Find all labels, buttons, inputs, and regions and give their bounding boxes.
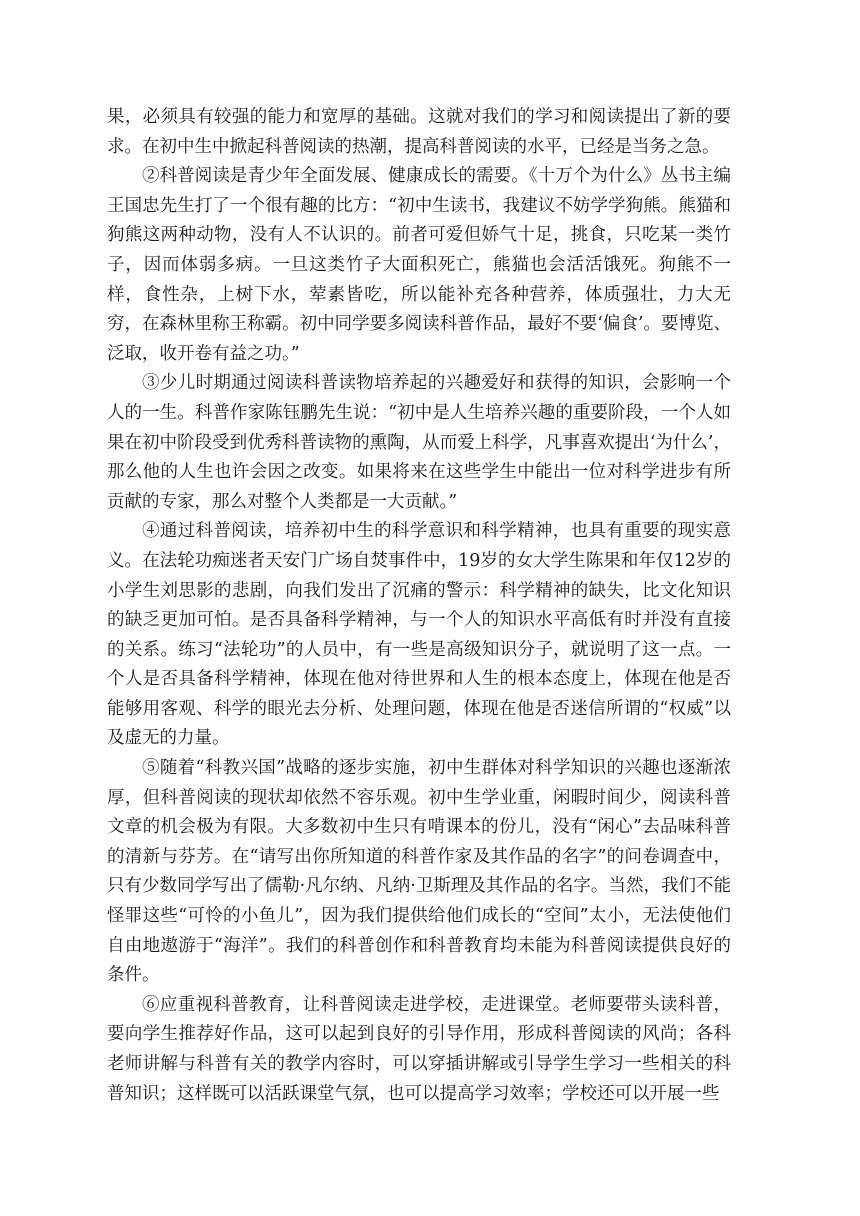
paragraph-6: ⑥应重视科普教育，让科普阅读走进学校，走进课堂。老师要带头读科普，要向学生推荐好作品，这可以起到良好的引导作用，形成科普阅读的风尚；各科老师讲解与科普有关的教学内容时，可以穿插讲解或引导学生学习一些相关的科普知识；这样既可以活跃课堂气氛，也可以提高学习效率；学校还可以开展一些 xyxy=(107,994,731,1104)
paragraph-continued: 果，必须具有较强的能力和宽厚的基础。这就对我们的学习和阅读提出了新的要求。在初中生中掀起科普阅读的热潮，提高科普阅读的水平，已经是当务之急。 xyxy=(107,107,731,157)
article-body xyxy=(107,103,731,1109)
paragraph-2: ②科普阅读是青少年全面发展、健康成长的需要。《十万个为什么》丛书主编王国忠先生打了一个很有趣的比方：“初中生读书，我建议不妨学学狗熊。熊猫和狗熊这两种动物，没有人不认识的。前者可爱但娇气十足，挑食，只吃某一类竹子，因而体弱多病。一旦这类竹子大面积死亡，熊猫也会活活饿死。狗熊不一样，食性杂，上树下水，荤素皆吃，所以能补充各种营养，体质强壮，力大无穷，在森林里称王称霸。初中同学要多阅读科普作品，最好不要‘偏食’。要博览、泛取，收开卷有益之功。” xyxy=(107,166,731,364)
paragraph-4: ④通过科普阅读，培养初中生的科学意识和科学精神，也具有重要的现实意义。在法轮功痴迷者天安门广场自焚事件中，19岁的女大学生陈果和年仅12岁的小学生刘思影的悲剧，向我们发出了沉痛的警示：科学精神的缺失，比文化知识的缺乏更加可怕。是否具备科学精神，与一个人的知识水平高低有时并没有直接的关系。练习“法轮功”的人员中，有一些是高级知识分子，就说明了这一点。一个人是否具备科学精神，体现在他对待世界和人生的根本态度上，体现在他是否能够用客观、科学的眼光去分析、处理问题，体现在他是否迷信所谓的“权威”以及虚无的力量。 xyxy=(107,521,731,749)
paragraph-3: ③少儿时期通过阅读科普读物培养起的兴趣爱好和获得的知识，会影响一个人的一生。科普作家陈钰鹏先生说：“初中是人生培养兴趣的重要阶段，一个人如果在初中阶段受到优秀科普读物的熏陶，从而爱上科学，凡事喜欢提出‘为什么’，那么他的人生也许会因之改变。如果将来在这些学生中能出一位对科学进步有所贡献的专家，那么对整个人类都是一大贡献。” xyxy=(107,373,731,512)
paragraph-5: ⑤随着“科教兴国”战略的逐步实施，初中生群体对科学知识的兴趣也逐渐浓厚，但科普阅读的现状却依然不容乐观。初中生学业重，闲暇时间少，阅读科普文章的机会极为有限。大多数初中生只有啃课本的份儿，没有“闲心”去品味科普的清新与芬芳。在“请写出你所知道的科普作家及其作品的名字”的问卷调查中，只有少数同学写出了儒勒·凡尔纳、凡纳·卫斯理及其作品的名字。当然，我们不能怪罪这些“可怜的小鱼儿”，因为我们提供给他们成长的“空间”太小，无法使他们自由地遨游于“海洋”。我们的科普创作和科普教育均未能为科普阅读提供良好的条件。 xyxy=(107,758,731,986)
